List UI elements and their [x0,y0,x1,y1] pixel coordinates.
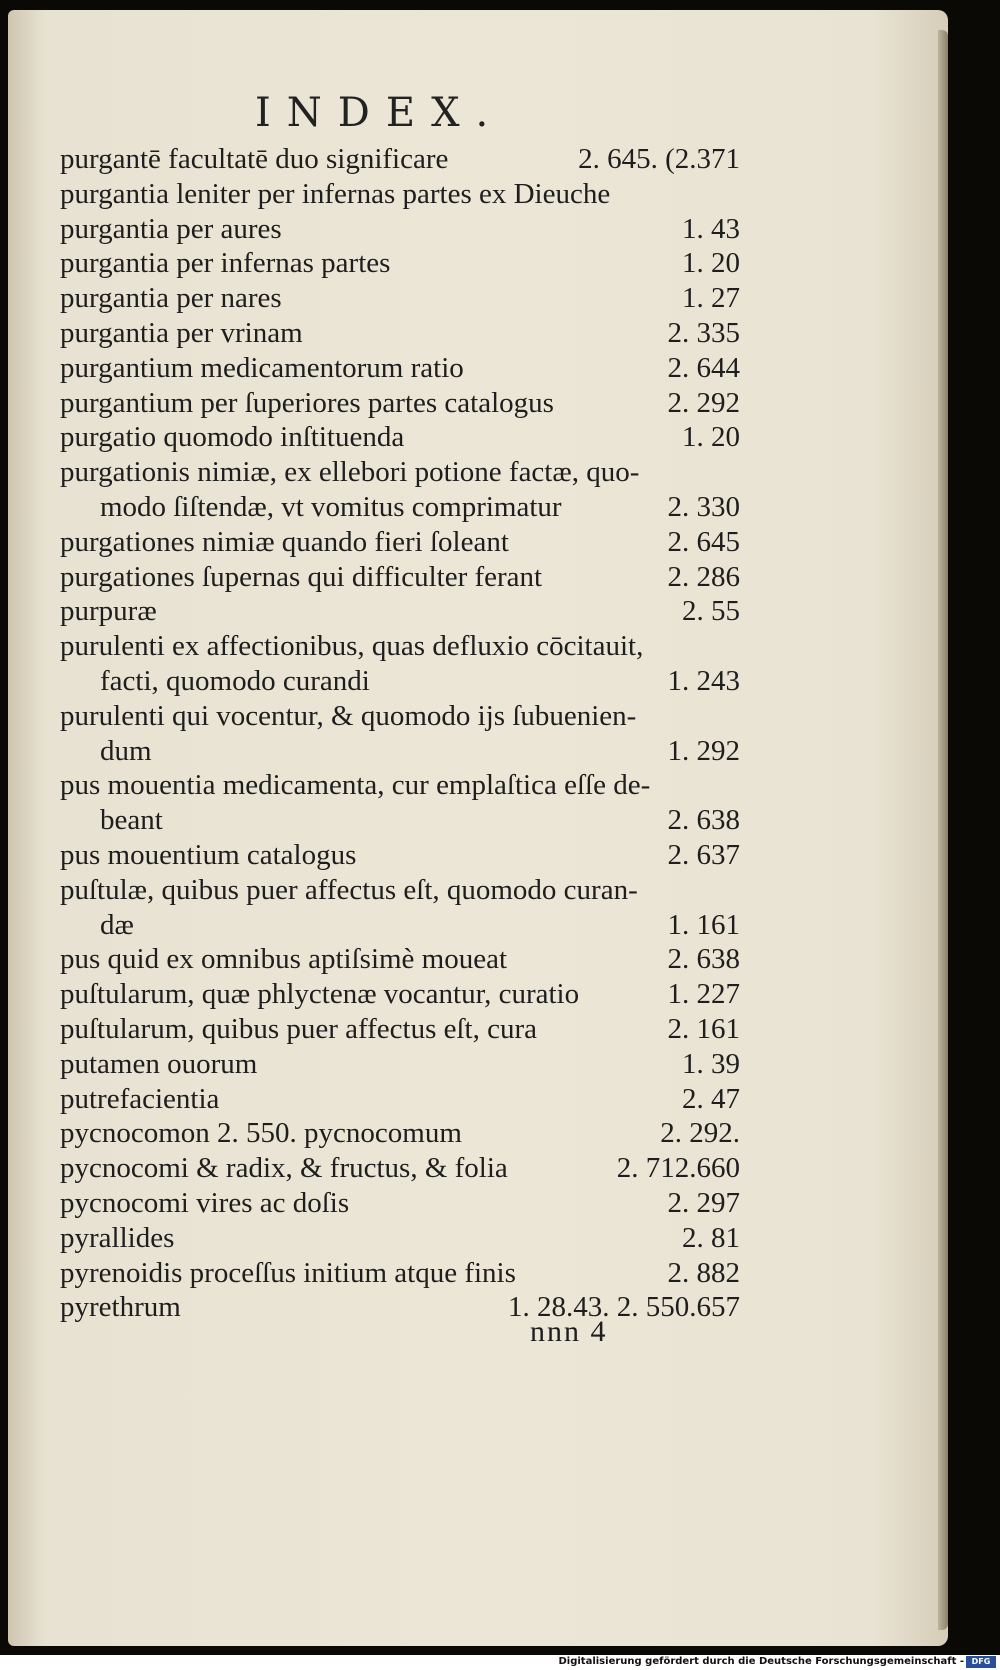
entry-text: purgantium medicamentorum ratio [60,351,464,384]
entry-reference: 2. 292. [660,1117,740,1150]
entry-reference: 1. 27 [682,282,740,315]
entry-text: purulenti ex affectionibus, quas defluxio cōcitauit, [60,630,644,663]
index-entry [60,525,740,560]
entry-text: purgantia leniter per infernas partes ex Dieuche [60,177,611,210]
index-entry [60,316,740,351]
entry-reference: 2. 297 [667,1186,740,1219]
signature-mark: nnn 4 [530,1315,608,1348]
index-entry [60,838,740,873]
entry-text: pyrethrum [60,1291,181,1324]
entry-text: dum [100,734,152,767]
entry-text: pyrallides [60,1221,175,1254]
index-entry [60,1256,740,1291]
entry-reference: 2. 637 [667,838,740,871]
entry-reference: 2. 161 [667,1012,740,1045]
index-entry [60,594,740,629]
index-entry [60,246,740,281]
index-entry [60,768,740,803]
entry-text: purgantia per nares [60,282,282,315]
entry-text: purgantium per ſuperiores partes catalogus [60,386,554,419]
index-entry [60,699,740,734]
index-entry [60,386,740,421]
index-entry [60,803,740,838]
entry-reference: 2. 644 [667,351,740,384]
entry-text: puſtulæ, quibus puer affectus eſt, quomodo curan- [60,873,638,906]
index-entry [60,734,740,769]
entry-reference: 1. 43 [682,212,740,245]
entry-reference: 2. 292 [667,386,740,419]
entry-text: puſtularum, quæ phlyctenæ vocantur, curatio [60,978,580,1011]
index-entry [60,142,740,177]
entry-reference: 1. 243 [667,664,740,697]
index-entry [60,351,740,386]
index-entry [60,560,740,595]
entry-reference: 1. 28.43. 2. 550.657 [508,1291,740,1324]
index-entry [60,281,740,316]
entry-reference: 2. 47 [682,1082,740,1115]
entry-text: pus quid ex omnibus aptiſsimè moueat [60,943,508,976]
entry-text: purgantē facultatē duo significare [60,143,449,175]
entry-reference: 1. 227 [667,978,740,1011]
index-entry [60,420,740,455]
entry-text: puſtularum, quibus puer affectus eſt, cura [60,1012,538,1045]
index-entry [60,1290,740,1325]
entry-reference: 1. 161 [667,908,740,941]
entry-text: purgatio quomodo inſtituenda [60,421,405,454]
entry-text: facti, quomodo curandi [100,664,370,697]
entry-text: pus mouentia medicamenta, cur emplaſtica eſſe de- [60,769,651,802]
entry-reference: 1. 20 [682,421,740,454]
footer-credit: Digitalisierung gefördert durch die Deutsche Forschungsgemeinschaft - [558,1656,964,1667]
entry-text: purgantia per vrinam [60,316,303,349]
page-edge [938,30,948,1630]
index-entry [60,177,740,212]
index-entry [60,455,740,490]
index-entry [60,490,740,525]
entry-reference: 2. 81 [682,1221,740,1254]
entry-reference: 2. 330 [667,490,740,523]
entry-text: dæ [100,908,134,941]
entry-text: purulenti qui vocentur, & quomodo ijs ſubuenien- [60,699,637,732]
index-entry [60,977,740,1012]
entry-reference: 1. 292 [667,734,740,767]
entry-text: putamen ouorum [60,1047,258,1080]
index-entry [60,629,740,664]
entry-text: pycnocomon 2. 550. pycnocomum [60,1117,462,1150]
index-entry [60,1047,740,1082]
entry-text: pyrenoidis proceſſus initium atque finis [60,1256,516,1289]
entry-reference: 2. 638 [667,943,740,976]
dfg-logo-icon: DFG [966,1656,996,1668]
entry-text: purgantia per aures [60,212,282,245]
index-entry [60,1082,740,1117]
index-entry [60,942,740,977]
index-entry [60,1186,740,1221]
entry-text: pycnocomi vires ac doſis [60,1186,350,1219]
index-entry [60,1221,740,1256]
entry-text: purpuræ [60,595,157,628]
entry-reference: 2. 335 [667,316,740,349]
entry-text: pycnocomi & radix, & fructus, & folia [60,1152,508,1185]
index-entry [60,1012,740,1047]
entry-reference: 1. 39 [682,1047,740,1080]
entry-text: pus mouentium catalogus [60,838,357,871]
entry-text: purgationes nimiæ quando fieri ſoleant [60,525,509,558]
entry-reference: 2. 645 [667,525,740,558]
index-entry [60,664,740,699]
entry-reference: 2. 645. (2.371 [578,143,740,175]
index-entries [60,142,740,1325]
page-title: INDEX. [255,90,505,136]
entry-reference: 2. 286 [667,560,740,593]
index-entry [60,873,740,908]
entry-text: purgationes ſupernas qui difficulter ferant [60,560,543,593]
index-entry [60,212,740,247]
entry-text: beant [100,804,163,837]
entry-reference: 2. 55 [682,595,740,628]
entry-reference: 2. 638 [667,804,740,837]
entry-reference: 2. 882 [667,1256,740,1289]
entry-text: purgationis nimiæ, ex ellebori potione factæ, quo- [60,456,640,489]
entry-reference: 2. 712.660 [616,1152,740,1185]
index-entry [60,908,740,943]
entry-text: purgantia per infernas partes [60,247,391,280]
entry-text: modo ſiſtendæ, vt vomitus comprimatur [100,490,562,523]
entry-text: putrefacientia [60,1082,220,1115]
entry-reference: 1. 20 [682,247,740,280]
index-entry [60,1116,740,1151]
index-entry [60,1151,740,1186]
